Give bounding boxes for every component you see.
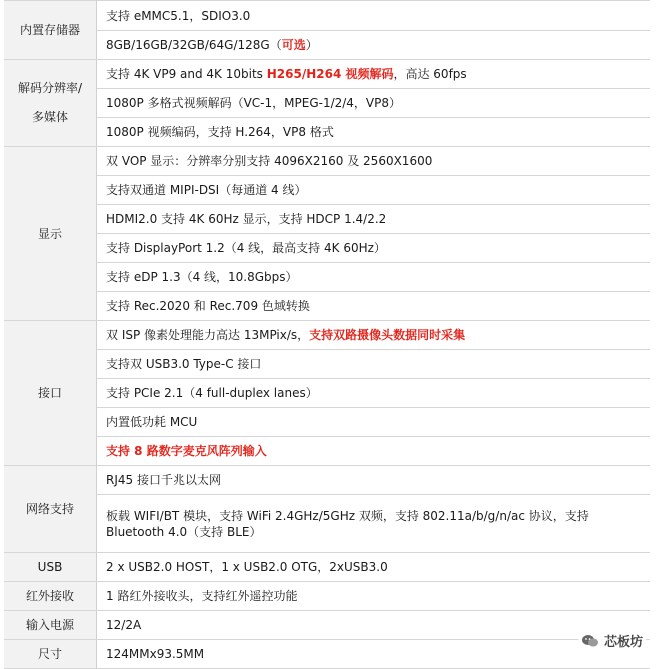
spec-value-cell [97, 234, 651, 263]
spec-text: 支持双通道 MIPI-DSI（每通道 4 线） [106, 183, 307, 197]
watermark [578, 630, 646, 651]
spec-value-cell [97, 553, 651, 582]
spec-value-cell [97, 1, 651, 31]
spec-text: ，高达 60fps [393, 67, 467, 81]
spec-value-cell [97, 118, 651, 147]
spec-row [4, 176, 650, 205]
spec-value-cell [97, 611, 651, 640]
spec-row [4, 321, 650, 350]
spec-row [4, 582, 650, 611]
spec-row [4, 640, 650, 669]
spec-text: 支持双 USB3.0 Type-C 接口 [106, 357, 262, 371]
spec-value-cell [97, 176, 651, 205]
spec-value-cell [97, 582, 651, 611]
spec-text: ） [305, 38, 318, 52]
spec-row [4, 60, 650, 89]
category-label: 网络支持 [25, 502, 74, 516]
spec-row [4, 292, 650, 321]
category-label: 接口 [37, 386, 62, 400]
category-label: 显示 [37, 226, 62, 241]
spec-value-cell [97, 466, 651, 495]
category-label: 输入电源 [25, 618, 74, 632]
spec-row [4, 263, 650, 292]
spec-value-cell [97, 263, 651, 292]
spec-value-cell [97, 89, 651, 118]
spec-row [4, 118, 650, 147]
category-label: USB [37, 560, 63, 574]
spec-row [4, 1, 650, 31]
spec-value-cell [97, 350, 651, 379]
spec-row [4, 147, 650, 176]
spec-table-body [4, 1, 650, 669]
spec-row [4, 379, 650, 408]
category-label: 解码分辨率/ [17, 81, 83, 95]
spec-value-cell [97, 31, 651, 60]
category-cell [4, 611, 97, 640]
category-label: 尺寸 [37, 647, 62, 661]
spec-value-cell [97, 205, 651, 234]
spec-value-cell [97, 321, 651, 350]
category-cell [4, 60, 97, 147]
category-cell [4, 321, 97, 466]
spec-text: 支持 4K VP9 and 4K 10bits [106, 67, 267, 81]
spec-text: 1080P 视频编码，支持 H.264，VP8 格式 [106, 125, 334, 139]
spec-text: 板载 WIFI/BT 模块，支持 WiFi 2.4GHz/5GHz 双频，支持 802.11a/b/g/n/ac 协议，支持 Bluetooth 4.0（支持 BLE） [106, 508, 589, 539]
spec-value-cell [97, 437, 651, 466]
spec-text: 双 ISP 像素处理能力高达 13MPix/s， [106, 328, 310, 342]
watermark-text: 芯板坊 [603, 635, 643, 650]
spec-row [4, 31, 650, 60]
spec-table [4, 0, 650, 669]
highlight-text: 支持双路摄像头数据同时采集 [309, 328, 466, 342]
spec-value-cell [97, 408, 651, 437]
spec-row [4, 408, 650, 437]
spec-row [4, 466, 650, 495]
spec-row [4, 205, 650, 234]
spec-value-cell [97, 495, 651, 553]
category-cell [4, 582, 97, 611]
highlight-text: 可选 [281, 38, 306, 52]
category-cell [4, 1, 97, 60]
category-label: 内置存储器 [19, 23, 80, 37]
spec-value-cell [97, 292, 651, 321]
category-cell [4, 553, 97, 582]
category-label: 红外接收 [25, 589, 74, 603]
spec-text: 124MMx93.5MM [106, 647, 205, 661]
spec-text: 1 路红外接收头，支持红外遥控功能 [106, 589, 298, 603]
highlight-text: H265/H264 视频解码 [266, 67, 394, 81]
category-cell [4, 466, 97, 553]
spec-text: 2 x USB2.0 HOST，1 x USB2.0 OTG，2xUSB3.0 [106, 560, 388, 574]
spec-text: 支持 PCIe 2.1（4 full-duplex lanes） [106, 386, 318, 400]
spec-row [4, 234, 650, 263]
spec-text: 双 VOP 显示：分辨率分别支持 4096X2160 及 2560X1600 [106, 154, 433, 168]
spec-text: 12/2A [106, 618, 142, 632]
spec-text: 支持 eMMC5.1，SDIO3.0 [106, 8, 251, 23]
spec-value-cell [97, 147, 651, 176]
spec-text: 支持 eDP 1.3（4 线，10.8Gbps） [106, 270, 298, 284]
spec-row [4, 89, 650, 118]
category-cell [4, 640, 97, 669]
highlight-text: 支持 8 路数字麦克风阵列输入 [106, 444, 267, 458]
spec-row [4, 553, 650, 582]
spec-text: 支持 Rec.2020 和 Rec.709 色域转换 [106, 299, 310, 313]
spec-text: 支持 DisplayPort 1.2（4 线，最高支持 4K 60Hz） [106, 241, 386, 255]
spec-row [4, 437, 650, 466]
spec-text: HDMI2.0 支持 4K 60Hz 显示，支持 HDCP 1.4/2.2 [106, 212, 387, 226]
spec-value-cell [97, 379, 651, 408]
spec-text: RJ45 接口千兆以太网 [106, 473, 221, 487]
wechat-icon [581, 634, 599, 648]
spec-row [4, 611, 650, 640]
spec-text: 内置低功耗 MCU [106, 415, 198, 429]
spec-text: 8GB/16GB/32GB/64G/128G（ [106, 38, 282, 52]
spec-value-cell [97, 60, 651, 89]
spec-row [4, 495, 650, 553]
category-label: 多媒体 [31, 110, 68, 124]
category-cell [4, 147, 97, 321]
spec-text: 1080P 多格式视频解码（VC-1，MPEG-1/2/4，VP8） [106, 96, 402, 110]
spec-value-cell [97, 640, 651, 669]
spec-row [4, 350, 650, 379]
